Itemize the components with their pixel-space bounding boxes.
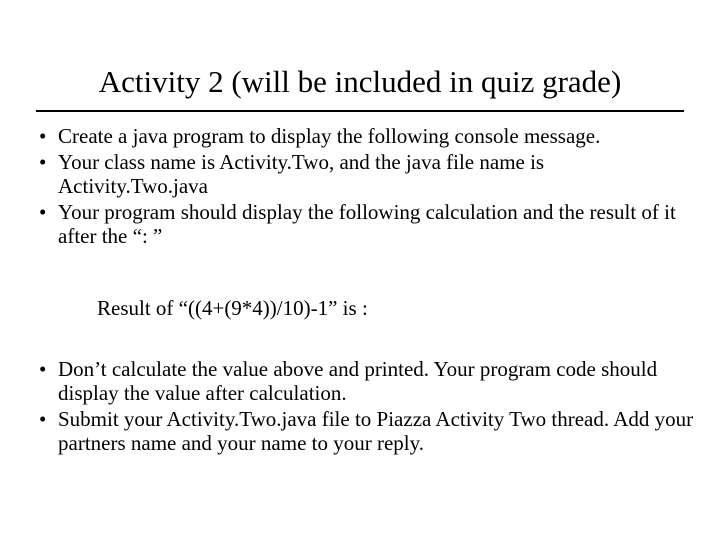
bullet-text: Don’t calculate the value above and printed. Your program code should display the value after calculation. <box>58 357 658 405</box>
bullet-text: Your program should display the following calculation and the result of it after the “: ” <box>58 200 676 248</box>
bullet-dot-icon: • <box>39 200 47 224</box>
title-divider <box>36 110 684 112</box>
bullet-item <box>36 150 696 198</box>
bullet-dot-icon: • <box>39 407 47 431</box>
bullet-dot-icon: • <box>39 124 47 148</box>
bullet-text: Create a java program to display the following console message. <box>58 124 601 148</box>
bullet-item <box>36 124 696 148</box>
bullet-text: Your class name is Activity.Two, and the java file name is Activity.Two.java <box>58 150 545 198</box>
formula-line: Result of “((4+(9*4))/10)-1” is : <box>97 296 368 320</box>
bullet-list-bottom <box>36 357 696 457</box>
bullet-text: Submit your Activity.Two.java file to Piazza Activity Two thread. Add your partners name and your name to your reply. <box>58 407 694 455</box>
bullet-dot-icon: • <box>39 357 47 381</box>
bullet-item <box>36 357 696 405</box>
bullet-list-top <box>36 124 696 250</box>
bullet-item <box>36 200 696 248</box>
bullet-item <box>36 407 696 455</box>
bullet-dot-icon: • <box>39 150 47 174</box>
slide-title: Activity 2 (will be included in quiz grade) <box>98 64 622 99</box>
